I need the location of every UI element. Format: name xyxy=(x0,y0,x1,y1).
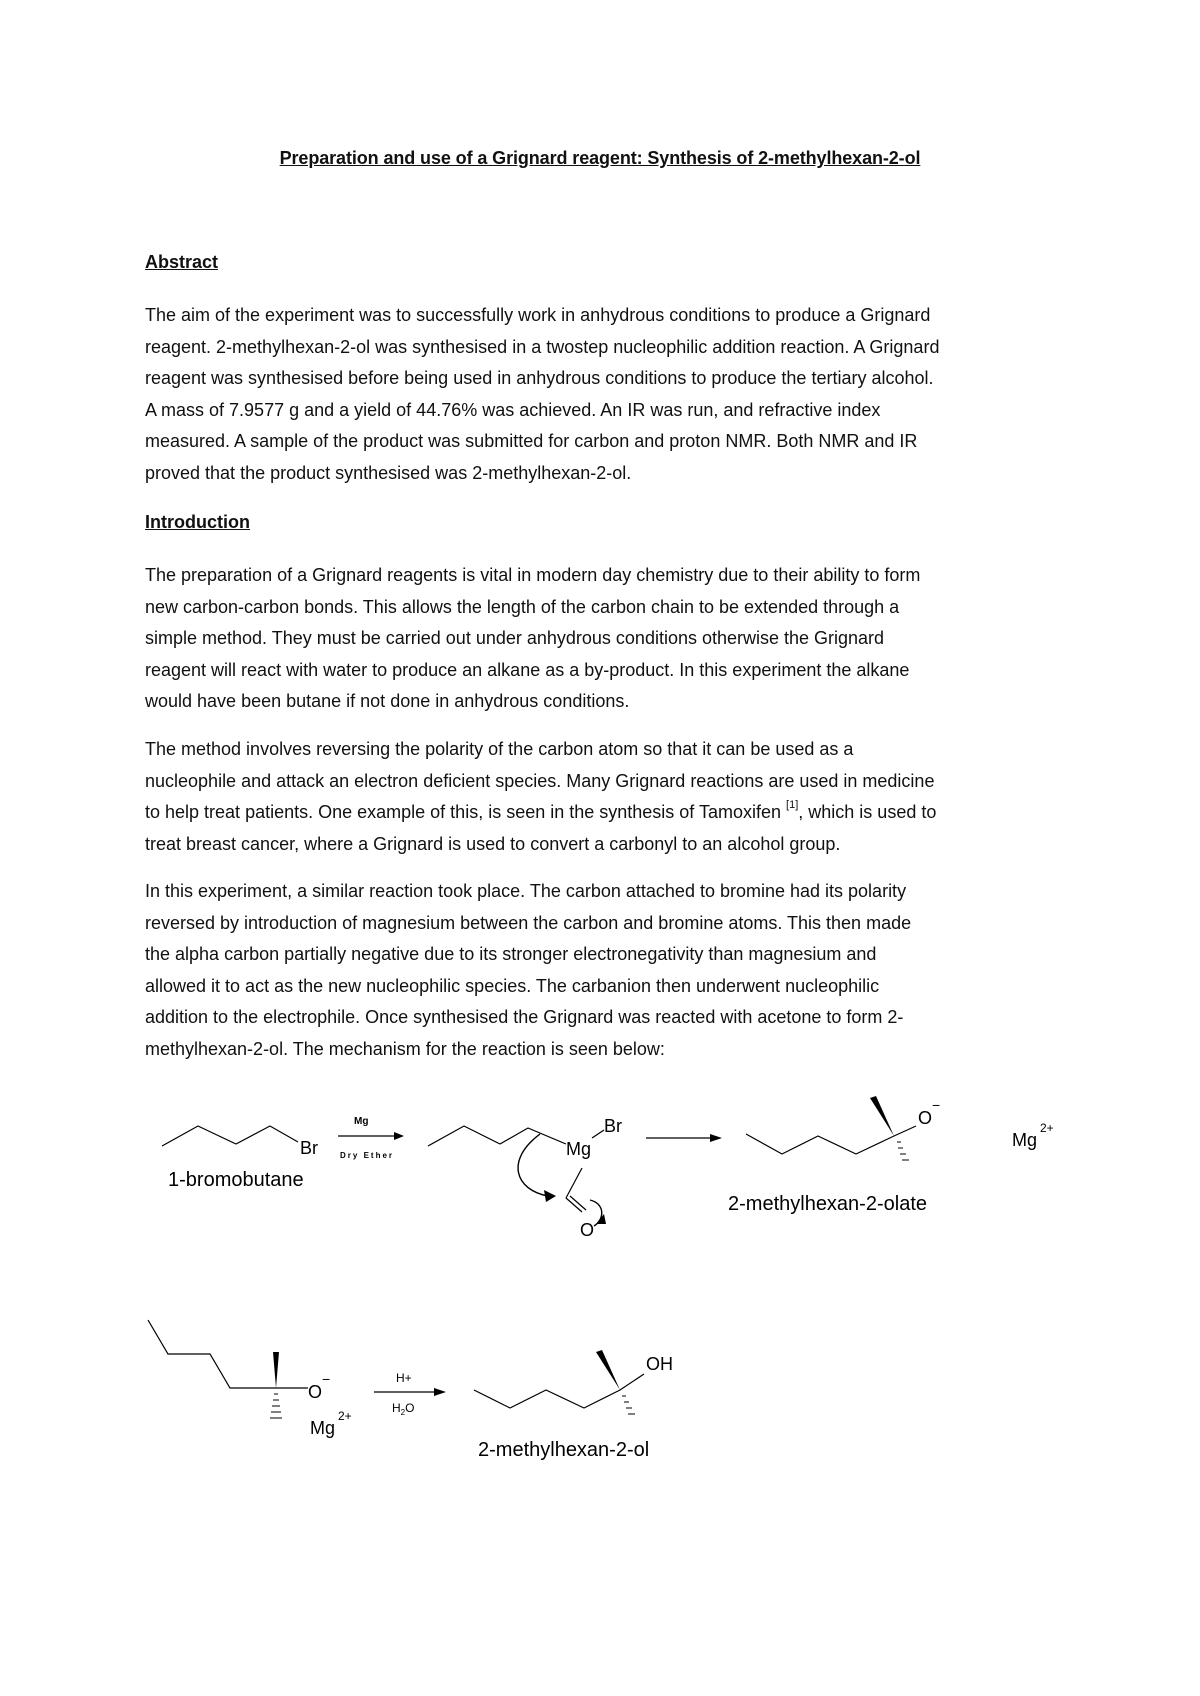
abstract-line: measured. A sample of the product was submitted for carbon and proton NMR. Both NMR and IR xyxy=(145,431,918,452)
olate-label: 2-methylhexan-2-olate xyxy=(728,1193,927,1215)
arrow-head-3 xyxy=(434,1388,446,1396)
intro-line: The method involves reversing the polarity of the carbon atom so that it can be used as a xyxy=(145,739,854,759)
abstract-paragraph xyxy=(145,300,1065,490)
mg-ion-label: Mg xyxy=(1012,1130,1038,1150)
intro-line: addition to the electrophile. Once synthesised the Grignard was reacted with acetone to form 2- xyxy=(145,1007,904,1028)
intro-line: reversed by introduction of magnesium between the carbon and bromine atoms. This then made xyxy=(145,912,912,933)
intro-line: The preparation of a Grignard reagents is vital in modern day chemistry due to their ability to form xyxy=(145,565,921,585)
intro-line: allowed it to act as the new nucleophilic species. The carbanion then underwent nucleophilic xyxy=(145,975,880,996)
abstract-line: reagent. 2-methylhexan-2-ol was synthesised in a twostep nucleophilic addition reaction. A Grignard xyxy=(145,336,940,357)
intro-line: the alpha carbon partially negative due to its stronger electronegativity than magnesium and xyxy=(145,944,877,965)
introduction-paragraph-3 xyxy=(145,876,1065,1066)
olate-charge: − xyxy=(322,1371,331,1387)
product-hydroxyl-label: OH xyxy=(646,1354,673,1374)
product-wedge xyxy=(596,1350,620,1390)
reaction-scheme-2 xyxy=(0,1310,1200,1470)
olate-wedge-vertical xyxy=(273,1352,279,1388)
introduction-paragraph-1 xyxy=(145,560,1065,718)
intro-line: treat breast cancer, where a Grignard is used to convert a carbonyl to an alcohol group. xyxy=(145,833,841,854)
olate-oxygen-label: O xyxy=(918,1108,933,1128)
introduction-heading: Introduction xyxy=(145,512,250,532)
product-label: 2-methylhexan-2-ol xyxy=(478,1439,650,1461)
intro-text: to help treat patients. One example of this, is seen in the synthesis of Tamoxifen xyxy=(145,802,782,823)
water-h: H xyxy=(392,1401,401,1415)
intro-line: In this experiment, a similar reaction took place. The carbon attached to bromine had its polarity xyxy=(145,881,907,901)
start-material-label: 1-bromobutane xyxy=(168,1169,304,1191)
mg-counterion-charge: 2+ xyxy=(338,1409,352,1423)
reagent-water-label xyxy=(392,1401,414,1417)
reagent-acid-label: H+ xyxy=(396,1371,412,1385)
intro-line: nucleophile and attack an electron deficient species. Many Grignard reactions are used in medicine xyxy=(145,770,935,791)
intro-text: , which is used to xyxy=(798,802,937,823)
intro-line: would have been butane if not done in anhydrous conditions. xyxy=(145,691,630,712)
reaction-scheme-1 xyxy=(0,1080,1200,1250)
olate-oxygen-label: O xyxy=(308,1382,323,1402)
water-subscript: 2 xyxy=(400,1408,406,1417)
curly-arrow xyxy=(518,1134,548,1196)
grignard-mg-label: Mg xyxy=(566,1139,592,1159)
water-o: O xyxy=(405,1401,415,1415)
reagent-solvent-label: Dry Ether xyxy=(340,1151,395,1160)
product-skeleton xyxy=(474,1374,644,1408)
citation-reference: [1] xyxy=(786,799,799,812)
intro-line: simple method. They must be carried out under anhydrous conditions otherwise the Grignard xyxy=(145,628,885,649)
acetone-bond xyxy=(566,1168,582,1198)
abstract-heading: Abstract xyxy=(145,252,219,272)
olate-skeleton-vertical xyxy=(148,1320,308,1388)
bromine-label: Br xyxy=(300,1138,318,1158)
mg-br-bond xyxy=(592,1130,604,1138)
olate-charge: − xyxy=(932,1097,941,1113)
arrow-head-2 xyxy=(710,1134,722,1142)
mg-ion-charge: 2+ xyxy=(1040,1121,1054,1135)
grignard-br-label: Br xyxy=(604,1116,622,1136)
reagent-mg-label: Mg xyxy=(354,1116,369,1127)
grignard-skeleton xyxy=(428,1126,566,1146)
intro-line: reagent will react with water to produce an alkane as a by-product. In this experiment the alkane xyxy=(145,659,910,680)
arrow-head-1 xyxy=(394,1132,404,1140)
bromobutane-skeleton xyxy=(162,1126,298,1146)
introduction-paragraph-2 xyxy=(145,734,1065,860)
abstract-line: reagent was synthesised before being used in anhydrous conditions to produce the tertiary alcohol. xyxy=(145,368,934,389)
abstract-line: The aim of the experiment was to successfully work in anhydrous conditions to produce a Grignard xyxy=(145,305,931,325)
acetone-oxygen-label: O xyxy=(580,1220,595,1240)
curly-arrow-head xyxy=(544,1190,556,1202)
intro-line xyxy=(145,797,1065,829)
abstract-line: proved that the product synthesised was 2-methylhexan-2-ol. xyxy=(145,462,632,483)
olate-wedge xyxy=(870,1096,894,1136)
mg-counterion-label: Mg xyxy=(310,1418,336,1438)
abstract-line: A mass of 7.9577 g and a yield of 44.76% was achieved. An IR was run, and refractive index xyxy=(145,399,881,420)
document-title: Preparation and use of a Grignard reagent: Synthesis of 2-methylhexan-2-ol xyxy=(279,148,921,168)
intro-line: methylhexan-2-ol. The mechanism for the reaction is seen below: xyxy=(145,1038,665,1059)
intro-line: new carbon-carbon bonds. This allows the length of the carbon chain to be extended through a xyxy=(145,596,900,617)
